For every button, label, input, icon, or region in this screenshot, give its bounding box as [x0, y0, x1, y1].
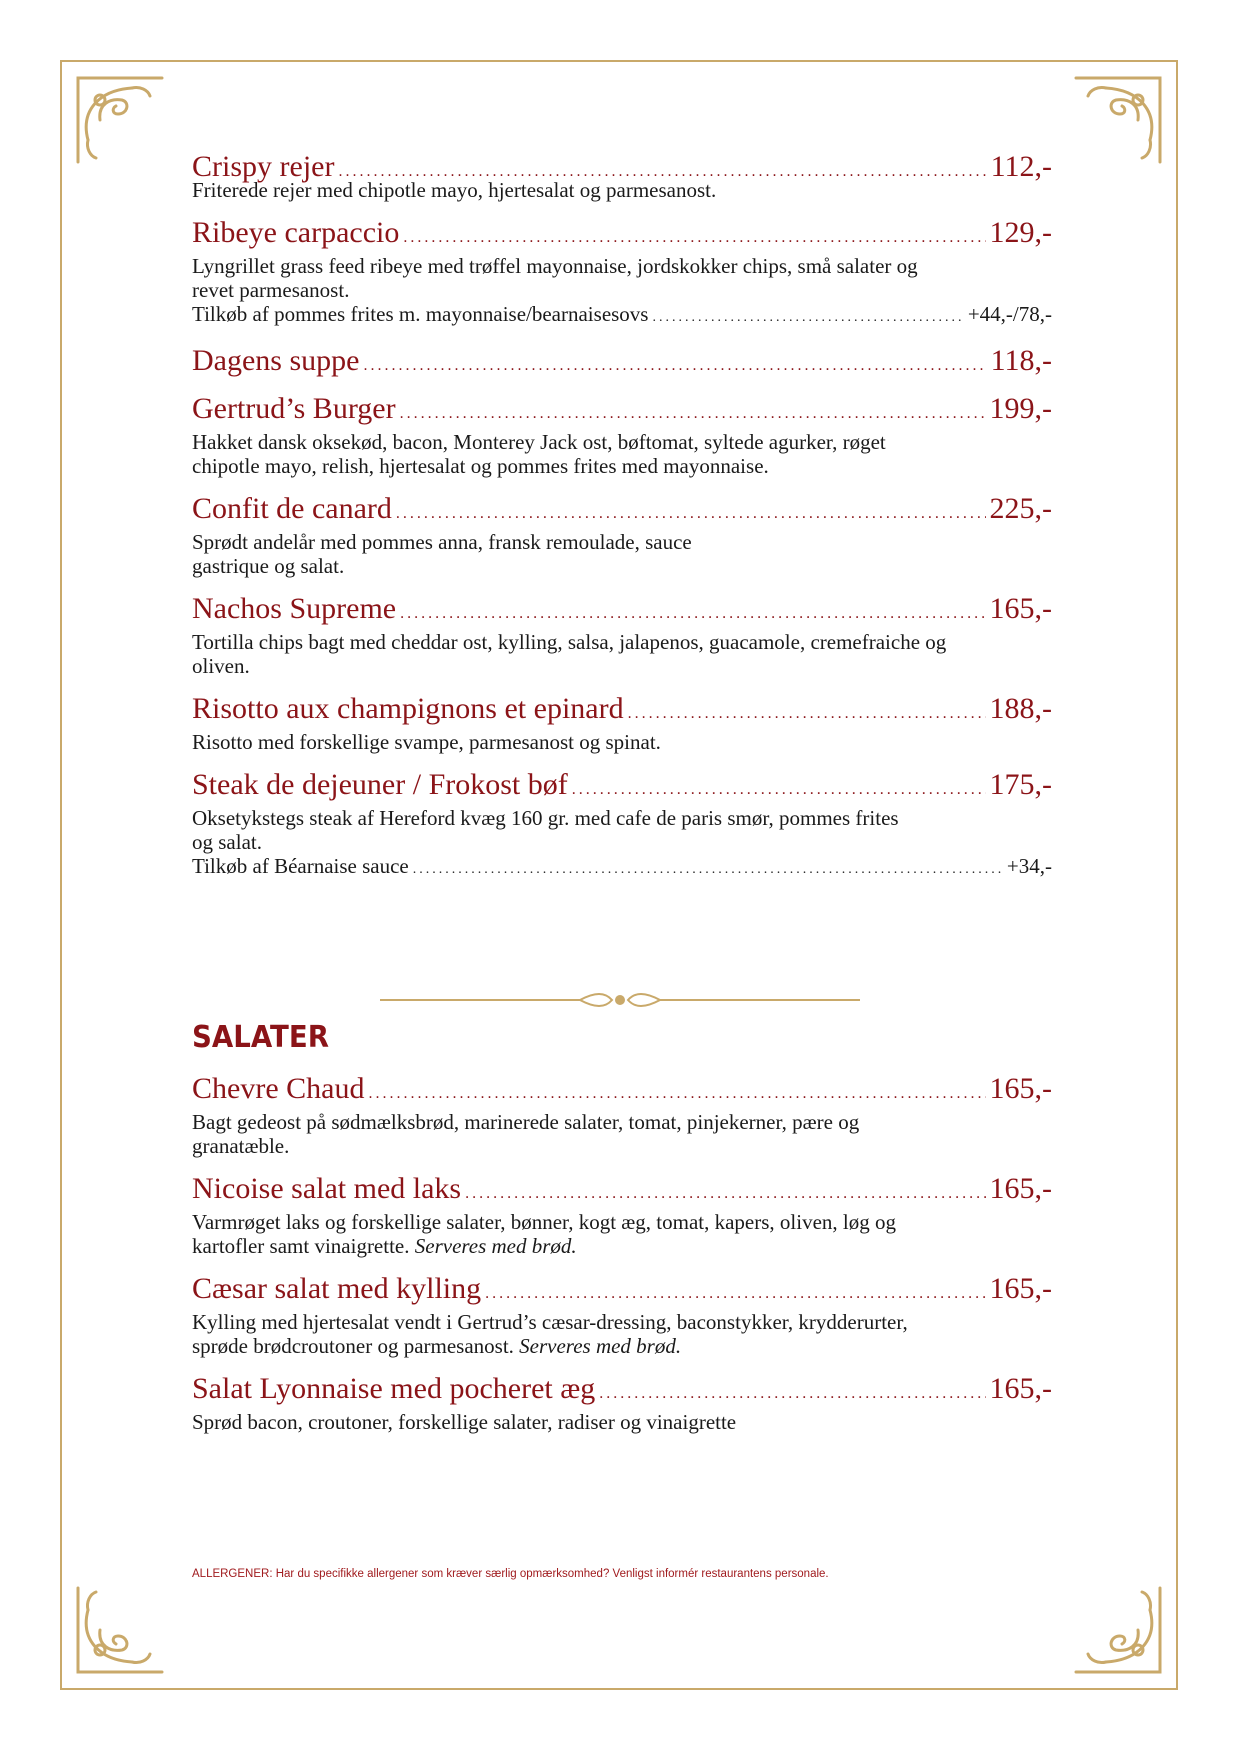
- dish-description: Sprød bacon, croutoner, forskellige salater, radiser og vinaigrette: [192, 1410, 737, 1434]
- menu-item: [192, 344, 1052, 378]
- dish-description: Risotto med forskellige svampe, parmesanost og spinat.: [192, 730, 661, 754]
- dish-name: Cæsar salat med kylling: [192, 1272, 482, 1305]
- ornament-corner-icon: [1068, 1580, 1168, 1680]
- dish-name: Steak de dejeuner / Frokost bøf: [192, 768, 568, 801]
- dish-description: Hakket dansk oksekød, bacon, Monterey Jack ost, bøftomat, syltede agurker, røget chipotle mayo, relish, hjertesalat og pommes frites med mayonnaise.: [192, 430, 886, 478]
- dish-price: 165,-: [989, 592, 1052, 625]
- dot-leader: [400, 605, 985, 623]
- menu-item-header: [192, 1072, 1052, 1106]
- dot-leader: [628, 705, 986, 723]
- menu-item-header: [192, 344, 1052, 378]
- menu-item-header: [192, 1372, 1052, 1406]
- ornament-corner-icon: [70, 1580, 170, 1680]
- menu-item: [192, 1072, 1052, 1158]
- dish-note: Serveres med brød.: [519, 1334, 682, 1358]
- menu-item-header: [192, 1272, 1052, 1306]
- dot-leader: [599, 1385, 985, 1403]
- menu-item-header: [192, 592, 1052, 626]
- menu-item: [192, 1272, 1052, 1358]
- menu-item-header: [192, 768, 1052, 802]
- dot-leader: [400, 405, 986, 423]
- section-title: SALATER: [192, 1020, 329, 1055]
- menu-item-header: [192, 492, 1052, 526]
- dish-price: 118,-: [990, 344, 1052, 377]
- dish-name: Dagens suppe: [192, 344, 360, 377]
- dish-name: Chevre Chaud: [192, 1072, 365, 1105]
- dish-description: Tortilla chips bagt med cheddar ost, kylling, salsa, jalapenos, guacamole, cremefraiche og oliven.: [192, 630, 947, 678]
- dish-price: 199,-: [989, 392, 1052, 425]
- dish-price: 165,-: [989, 1372, 1052, 1405]
- dish-name: Nicoise salat med laks: [192, 1172, 462, 1205]
- allergen-notice: ALLERGENER: Har du specifikke allergener som kræver særlig opmærksomhed? Venligst informér restaurantens personale.: [192, 1568, 829, 1580]
- dish-note: Serveres med brød.: [414, 1234, 577, 1258]
- dish-description: Friterede rejer med chipotle mayo, hjertesalat og parmesanost.: [192, 178, 717, 202]
- dot-leader: [413, 858, 1003, 882]
- dish-price: 112,-: [990, 150, 1052, 183]
- dish-name: Crispy rejer: [192, 150, 335, 183]
- menu-item: [192, 592, 1052, 678]
- menu-item-header: [192, 216, 1052, 250]
- dish-price: 165,-: [989, 1172, 1052, 1205]
- menu-item: [192, 1172, 1052, 1258]
- ornament-corner-icon: [70, 70, 170, 170]
- menu-item: [192, 692, 1052, 754]
- dish-description: [192, 1310, 952, 1358]
- dish-description-text: Kylling med hjertesalat vendt i Gertrud’s cæsar-dressing, baconstykker, krydderurter, sprøde brødcroutoner og parmesanost.: [192, 1310, 908, 1358]
- dish-name: Nachos Supreme: [192, 592, 397, 625]
- dish-price: 175,-: [989, 768, 1052, 801]
- dish-price: 165,-: [989, 1072, 1052, 1105]
- dish-price: 165,-: [989, 1272, 1052, 1305]
- main-dishes-list: [192, 150, 1052, 882]
- menu-item-header: [192, 692, 1052, 726]
- dot-leader: [396, 505, 986, 523]
- dish-name: Risotto aux champignons et epinard: [192, 692, 624, 725]
- dish-description: [192, 1210, 952, 1258]
- menu-item-header: [192, 392, 1052, 426]
- dish-name: Gertrud’s Burger: [192, 392, 396, 425]
- menu-item: [192, 216, 1052, 330]
- addon-price: +34,-: [1006, 854, 1052, 878]
- dish-price: 188,-: [989, 692, 1052, 725]
- dish-price: 129,-: [989, 216, 1052, 249]
- menu-item-header: [192, 1172, 1052, 1206]
- dish-name: Ribeye carpaccio: [192, 216, 400, 249]
- menu-item: [192, 392, 1052, 478]
- addon-row: [192, 302, 1052, 330]
- menu-item: [192, 768, 1052, 882]
- dot-leader: [485, 1285, 985, 1303]
- dot-leader: [465, 1185, 985, 1203]
- dot-leader: [403, 229, 985, 247]
- ornament-corner-icon: [1068, 70, 1168, 170]
- dish-description: Oksetykstegs steak af Hereford kvæg 160 gr. med cafe de paris smør, pommes frites og salat.: [192, 806, 899, 854]
- dish-price: 225,-: [989, 492, 1052, 525]
- dot-leader: [652, 306, 963, 330]
- dot-leader: [363, 357, 986, 375]
- salads-list: [192, 1072, 1052, 1434]
- menu-item: [192, 492, 1052, 578]
- dish-description-text: Varmrøget laks og forskellige salater, bønner, kogt æg, tomat, kapers, oliven, løg og kartofler samt vinaigrette.: [192, 1210, 896, 1258]
- dish-description: Lyngrillet grass feed ribeye med trøffel mayonnaise, jordskokker chips, små salater og revet parmesanost.: [192, 254, 918, 302]
- addon-label: Tilkøb af Béarnaise sauce: [192, 854, 409, 878]
- dot-leader: [572, 781, 986, 799]
- ornament-divider-icon: [380, 990, 860, 1010]
- addon-row: [192, 854, 1052, 882]
- dish-description: Sprødt andelår med pommes anna, fransk remoulade, sauce gastrique og salat.: [192, 530, 692, 578]
- menu-item: [192, 150, 1052, 202]
- menu-item: [192, 1372, 1052, 1434]
- dish-name: Confit de canard: [192, 492, 392, 525]
- dish-name: Salat Lyonnaise med pocheret æg: [192, 1372, 596, 1405]
- dot-leader: [368, 1085, 985, 1103]
- dish-description: Bagt gedeost på sødmælksbrød, marinerede salater, tomat, pinjekerner, pære og granatæble.: [192, 1110, 860, 1158]
- addon-label: Tilkøb af pommes frites m. mayonnaise/bearnaisesovs: [192, 302, 649, 326]
- addon-price: +44,-/78,-: [967, 302, 1052, 326]
